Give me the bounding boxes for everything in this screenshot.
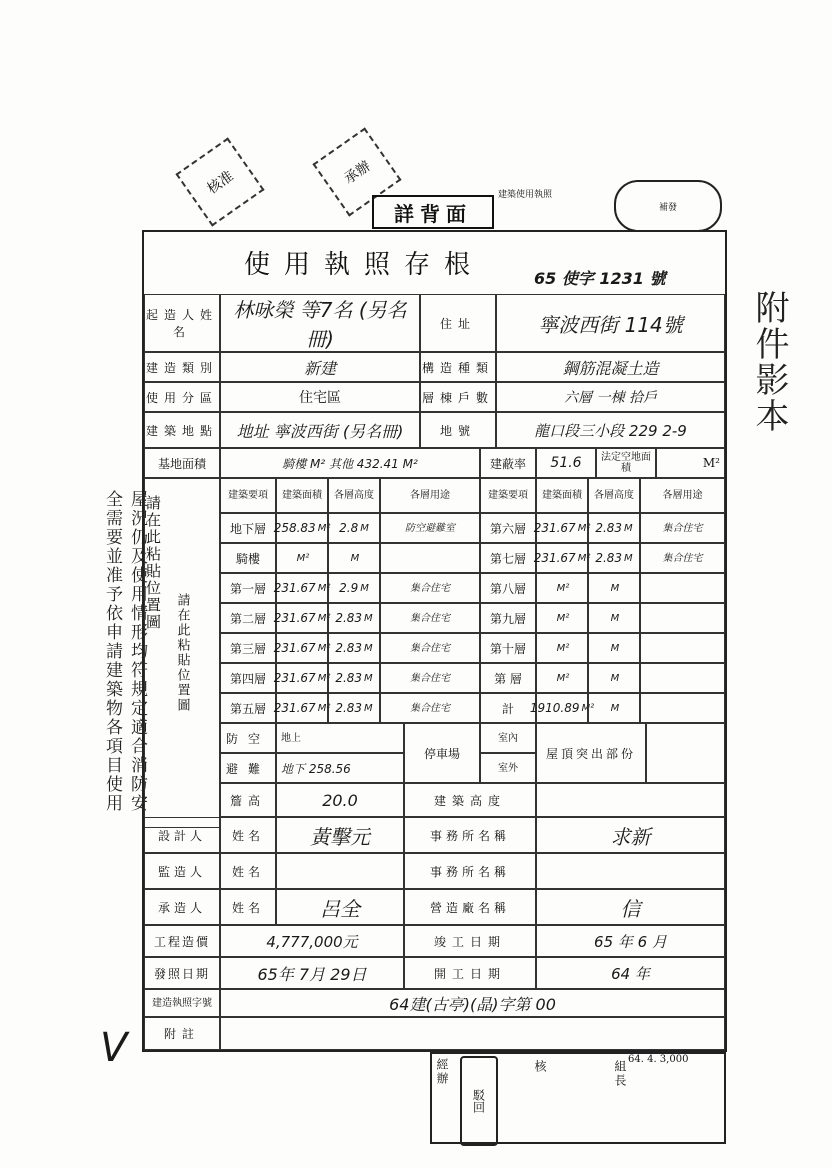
unit-label: M² bbox=[317, 702, 331, 714]
floor-area-l-4 bbox=[273, 633, 331, 663]
floor-area-r-6 bbox=[529, 693, 595, 723]
unit-label: M² bbox=[556, 672, 570, 684]
structure-type-value: 鋼筋混凝土造 bbox=[496, 352, 725, 382]
floors-side-label: 請在此粘貼位置圖 bbox=[144, 478, 220, 828]
unit-label: M bbox=[610, 582, 620, 594]
build-category-value: 新建 bbox=[220, 352, 420, 382]
license-form bbox=[142, 230, 727, 1052]
roof-value bbox=[646, 723, 725, 783]
start-value: 64 年 bbox=[536, 957, 725, 989]
print-code: 64. 4. 3,000 bbox=[628, 1054, 689, 1065]
floor-use-text: 集合住宅 bbox=[662, 552, 703, 564]
floor-name-l-5 bbox=[220, 663, 276, 693]
floor-name-r-3 bbox=[480, 603, 536, 633]
floors-left-table bbox=[220, 478, 480, 723]
floor-height-r-1 bbox=[588, 543, 640, 573]
floor-area-l-6 bbox=[273, 693, 331, 723]
floor-height-l-1 bbox=[328, 543, 380, 573]
signoff-seal: 駁回 bbox=[460, 1056, 498, 1146]
floor-use-text: 集合住宅 bbox=[662, 522, 703, 534]
issue-label: 發照日期 bbox=[144, 957, 220, 989]
floor-name-r-4 bbox=[480, 633, 536, 663]
floor-area-l-0 bbox=[273, 513, 331, 543]
floor-use-l-3 bbox=[380, 603, 480, 633]
unit-label: M bbox=[610, 612, 620, 624]
eave-value: 20.0 bbox=[276, 783, 404, 817]
floor-height-text: 2.83 bbox=[335, 701, 363, 715]
floor-height-text: 2.83 bbox=[335, 611, 363, 625]
floor-name-l-3 bbox=[220, 603, 276, 633]
floor-name-text: 第八層 bbox=[489, 581, 526, 596]
notes-value bbox=[220, 1017, 725, 1050]
shelter-label-1: 防空 bbox=[220, 723, 276, 753]
floor-area-text: 231.67 bbox=[273, 581, 316, 595]
person-name: 呂全 bbox=[276, 889, 404, 925]
person-name bbox=[276, 853, 404, 889]
shelter-below: 地下 258.56 bbox=[276, 753, 404, 783]
floor-use-l-2 bbox=[380, 573, 480, 603]
unit-label: M² bbox=[317, 582, 331, 594]
complete-label: 竣工日期 bbox=[404, 925, 536, 957]
floor-use-text: 防空避難室 bbox=[405, 522, 455, 534]
detail-back-stamp: 詳背面 bbox=[372, 195, 494, 229]
right-side-note: 附件影本 bbox=[749, 290, 789, 434]
floor-name-r-5 bbox=[480, 663, 536, 693]
floor-height-r-0 bbox=[588, 513, 640, 543]
unit-label: M² bbox=[577, 522, 591, 534]
floor-header-l-2: 各層高度 bbox=[328, 478, 380, 513]
floor-name-r-6 bbox=[480, 693, 536, 723]
floor-height-text: 2.8 bbox=[339, 521, 359, 535]
floor-area-l-5 bbox=[273, 663, 331, 693]
unit-label: M² bbox=[581, 702, 595, 714]
structure-type-label: 構造種類 bbox=[420, 352, 496, 382]
unit-label: M bbox=[610, 702, 620, 714]
parking-outdoor: 室外 bbox=[480, 753, 536, 783]
floor-use-text: 集合住宅 bbox=[410, 702, 450, 714]
floor-height-text: 2.83 bbox=[595, 521, 623, 535]
address-label: 住址 bbox=[420, 294, 496, 352]
unit-label: M bbox=[610, 642, 620, 654]
use-zone-value: 住宅區 bbox=[220, 382, 420, 412]
person-org bbox=[536, 853, 725, 889]
floor-header-l-1: 建築面積 bbox=[276, 478, 328, 513]
floor-use-text: 集合住宅 bbox=[410, 612, 450, 624]
unit-label: M² bbox=[317, 612, 331, 624]
floor-area-text: 258.83 bbox=[273, 521, 316, 535]
person-role: 監造人 bbox=[144, 853, 220, 889]
signoff-strip bbox=[430, 1052, 726, 1144]
floor-area-text: 231.67 bbox=[273, 671, 316, 685]
floor-name-r-0 bbox=[480, 513, 536, 543]
people-table bbox=[144, 817, 725, 925]
signoff-handler-label: 經辦 bbox=[435, 1058, 449, 1086]
floor-name-text: 第一層 bbox=[229, 581, 266, 596]
floor-height-r-3 bbox=[588, 603, 640, 633]
person-role: 承造人 bbox=[144, 889, 220, 925]
floor-name-text: 地下層 bbox=[229, 521, 266, 536]
floor-name-text: 第十層 bbox=[489, 641, 526, 656]
floor-header-r-3: 各層用途 bbox=[640, 478, 725, 513]
floor-name-l-0 bbox=[220, 513, 276, 543]
floor-area-r-3 bbox=[536, 603, 588, 633]
floor-area-r-0 bbox=[533, 513, 591, 543]
base-area-label: 基地面積 bbox=[144, 448, 220, 478]
floor-use-r-6 bbox=[640, 693, 725, 723]
unit-label: M bbox=[364, 702, 373, 714]
lot-value: 龍口段三小段 229 2-9 bbox=[496, 412, 725, 448]
floor-area-l-1 bbox=[276, 543, 328, 573]
margin-mark: V bbox=[100, 1025, 128, 1071]
floor-header-r-1: 建築面積 bbox=[536, 478, 588, 513]
left-side-note: 屋況仍及使用情形均符規定適合消防安全需要並准予依申請建築物各項目使用 bbox=[102, 490, 147, 813]
build-site-label: 建築地點 bbox=[144, 412, 220, 448]
open-space-value: M² bbox=[656, 448, 725, 478]
build-category-label: 建造類別 bbox=[144, 352, 220, 382]
floor-height-l-4 bbox=[328, 633, 380, 663]
floor-height-r-5 bbox=[588, 663, 640, 693]
floor-name-text: 第五層 bbox=[229, 701, 266, 716]
shelter-label-2: 避難 bbox=[220, 753, 276, 783]
floor-use-r-0 bbox=[640, 513, 725, 543]
lot-label: 地號 bbox=[420, 412, 496, 448]
floor-name-r-2 bbox=[480, 573, 536, 603]
floor-use-text: 集合住宅 bbox=[410, 642, 450, 654]
floor-area-r-5 bbox=[536, 663, 588, 693]
floor-height-r-2 bbox=[588, 573, 640, 603]
complete-value: 65 年 6 月 bbox=[536, 925, 725, 957]
unit-label: M² bbox=[296, 552, 310, 564]
unit-label: M² bbox=[556, 582, 570, 594]
floor-name-l-1 bbox=[220, 543, 276, 573]
signoff-chief-label: 組長 bbox=[613, 1060, 627, 1088]
floors-right-table bbox=[480, 478, 725, 723]
cost-value: 4,777,000元 bbox=[220, 925, 404, 957]
start-label: 開工日期 bbox=[404, 957, 536, 989]
floor-name-text: 第三層 bbox=[229, 641, 266, 656]
person-name: 黃擊元 bbox=[276, 817, 404, 853]
unit-label: M² bbox=[317, 642, 331, 654]
floor-height-l-5 bbox=[328, 663, 380, 693]
open-space-label: 法定空地面積 bbox=[596, 448, 656, 478]
floor-height-r-6 bbox=[588, 693, 640, 723]
floor-area-text: 231.67 bbox=[273, 701, 316, 715]
floor-use-r-1 bbox=[640, 543, 725, 573]
cost-label: 工程造價 bbox=[144, 925, 220, 957]
person-org-label: 事務所名稱 bbox=[404, 853, 536, 889]
person-name-label: 姓名 bbox=[220, 853, 276, 889]
floor-name-text: 第七層 bbox=[489, 551, 526, 566]
person-name-label: 姓名 bbox=[220, 817, 276, 853]
floor-height-l-6 bbox=[328, 693, 380, 723]
parking-label: 停車場 bbox=[404, 723, 480, 783]
floor-height-r-4 bbox=[588, 633, 640, 663]
floor-use-text: 集合住宅 bbox=[410, 582, 450, 594]
unit-label: M bbox=[610, 672, 620, 684]
floor-area-text: 231.67 bbox=[533, 551, 576, 565]
unit-label: M bbox=[364, 672, 373, 684]
unit-label: M² bbox=[556, 612, 570, 624]
floor-height-text: 2.83 bbox=[595, 551, 623, 565]
floor-area-text: 231.67 bbox=[273, 611, 316, 625]
floor-area-r-2 bbox=[536, 573, 588, 603]
coverage-label: 建蔽率 bbox=[480, 448, 536, 478]
person-org: 求新 bbox=[536, 817, 725, 853]
base-area-value: 騎樓 M² 其他 432.41 M² bbox=[220, 448, 480, 478]
unit-label: M bbox=[364, 612, 373, 624]
applicant-value: 林咏榮 等7名 (另名冊) bbox=[220, 294, 420, 352]
notes-label: 附註 bbox=[144, 1017, 220, 1050]
address-value: 寧波西街 114號 bbox=[496, 294, 725, 352]
floor-name-text: 計 bbox=[501, 701, 514, 716]
person-org: 信 bbox=[536, 889, 725, 925]
left-side-sub: 請在此粘貼位置圖 bbox=[144, 495, 162, 631]
floor-header-l-3: 各層用途 bbox=[380, 478, 480, 513]
person-name-label: 姓名 bbox=[220, 889, 276, 925]
floors-units-label: 層棟戶數 bbox=[420, 382, 496, 412]
building-height-label: 建築高度 bbox=[404, 783, 536, 817]
floor-use-text: 集合住宅 bbox=[410, 672, 450, 684]
unit-label: M² bbox=[556, 642, 570, 654]
unit-label: M² bbox=[317, 522, 331, 534]
floor-name-text: 第六層 bbox=[489, 521, 526, 536]
applicant-label: 起造人姓名 bbox=[144, 294, 220, 352]
floor-use-r-4 bbox=[640, 633, 725, 663]
floor-height-l-0 bbox=[328, 513, 380, 543]
unit-label: M² bbox=[317, 672, 331, 684]
floor-height-l-2 bbox=[328, 573, 380, 603]
unit-label: M² bbox=[577, 552, 591, 564]
person-org-label: 營造廠名稱 bbox=[404, 889, 536, 925]
signoff-check-label: 核 bbox=[533, 1060, 547, 1074]
build-site-value: 地址 寧波西街 (另名冊) bbox=[220, 412, 420, 448]
unit-label: M bbox=[364, 642, 373, 654]
floor-use-l-5 bbox=[380, 663, 480, 693]
floor-name-l-6 bbox=[220, 693, 276, 723]
handler-seal: 承辦 bbox=[312, 127, 401, 216]
approval-seal: 核准 bbox=[175, 137, 264, 226]
floor-name-text: 第九層 bbox=[489, 611, 526, 626]
floor-area-l-2 bbox=[273, 573, 331, 603]
unit-label: M bbox=[624, 552, 633, 564]
floor-header-r-0: 建築要項 bbox=[480, 478, 536, 513]
floors-units-value: 六層 一棟 拾戶 bbox=[496, 382, 725, 412]
floor-area-l-3 bbox=[273, 603, 331, 633]
floor-use-r-5 bbox=[640, 663, 725, 693]
floor-name-l-2 bbox=[220, 573, 276, 603]
floor-use-l-6 bbox=[380, 693, 480, 723]
floor-use-l-4 bbox=[380, 633, 480, 663]
doc-title: 使用執照存根 bbox=[244, 250, 485, 280]
floor-area-text: 1910.89 bbox=[529, 701, 580, 715]
eave-label: 簷高 bbox=[220, 783, 276, 817]
coverage-value: 51.6 bbox=[536, 448, 596, 478]
floor-name-text: 第 層 bbox=[494, 671, 522, 686]
unit-label: M bbox=[360, 522, 369, 534]
floor-height-text: 2.83 bbox=[335, 641, 363, 655]
floor-height-text: 2.83 bbox=[335, 671, 363, 685]
floor-area-text: 231.67 bbox=[273, 641, 316, 655]
floor-height-text: 2.9 bbox=[339, 581, 359, 595]
top-note-1: 建築使用執照 bbox=[498, 190, 553, 200]
floor-name-text: 騎樓 bbox=[235, 551, 260, 566]
person-role: 設計人 bbox=[144, 817, 220, 853]
license-number: 65 使字 1231 號 bbox=[534, 269, 666, 288]
unit-label: M bbox=[360, 582, 369, 594]
unit-label: M bbox=[624, 522, 633, 534]
floor-name-text: 第二層 bbox=[229, 611, 266, 626]
use-zone-label: 使用分區 bbox=[144, 382, 220, 412]
shelter-above: 地上 bbox=[276, 723, 404, 753]
issue-value: 65年 7月 29日 bbox=[220, 957, 404, 989]
floor-header-l-0: 建築要項 bbox=[220, 478, 276, 513]
floor-name-l-4 bbox=[220, 633, 276, 663]
parking-indoor: 室內 bbox=[480, 723, 536, 753]
floor-use-r-2 bbox=[640, 573, 725, 603]
floor-name-r-1 bbox=[480, 543, 536, 573]
floor-height-l-3 bbox=[328, 603, 380, 633]
floor-use-r-3 bbox=[640, 603, 725, 633]
building-height-value bbox=[536, 783, 725, 817]
floor-area-r-1 bbox=[533, 543, 591, 573]
floor-name-text: 第四層 bbox=[229, 671, 266, 686]
floor-use-l-0 bbox=[380, 513, 480, 543]
floor-header-r-2: 各層高度 bbox=[588, 478, 640, 513]
permit-label: 建造執照字號 bbox=[144, 989, 220, 1017]
floor-area-text: 231.67 bbox=[533, 521, 576, 535]
unit-label: M bbox=[350, 552, 360, 564]
person-org-label: 事務所名稱 bbox=[404, 817, 536, 853]
roof-label: 屋頂突出部份 bbox=[536, 723, 646, 783]
permit-value: 64建(古亭)(晶)字第 00 bbox=[220, 989, 725, 1017]
floor-use-l-1 bbox=[380, 543, 480, 573]
floor-area-r-4 bbox=[536, 633, 588, 663]
oval-stamp: 補發 bbox=[614, 180, 722, 232]
